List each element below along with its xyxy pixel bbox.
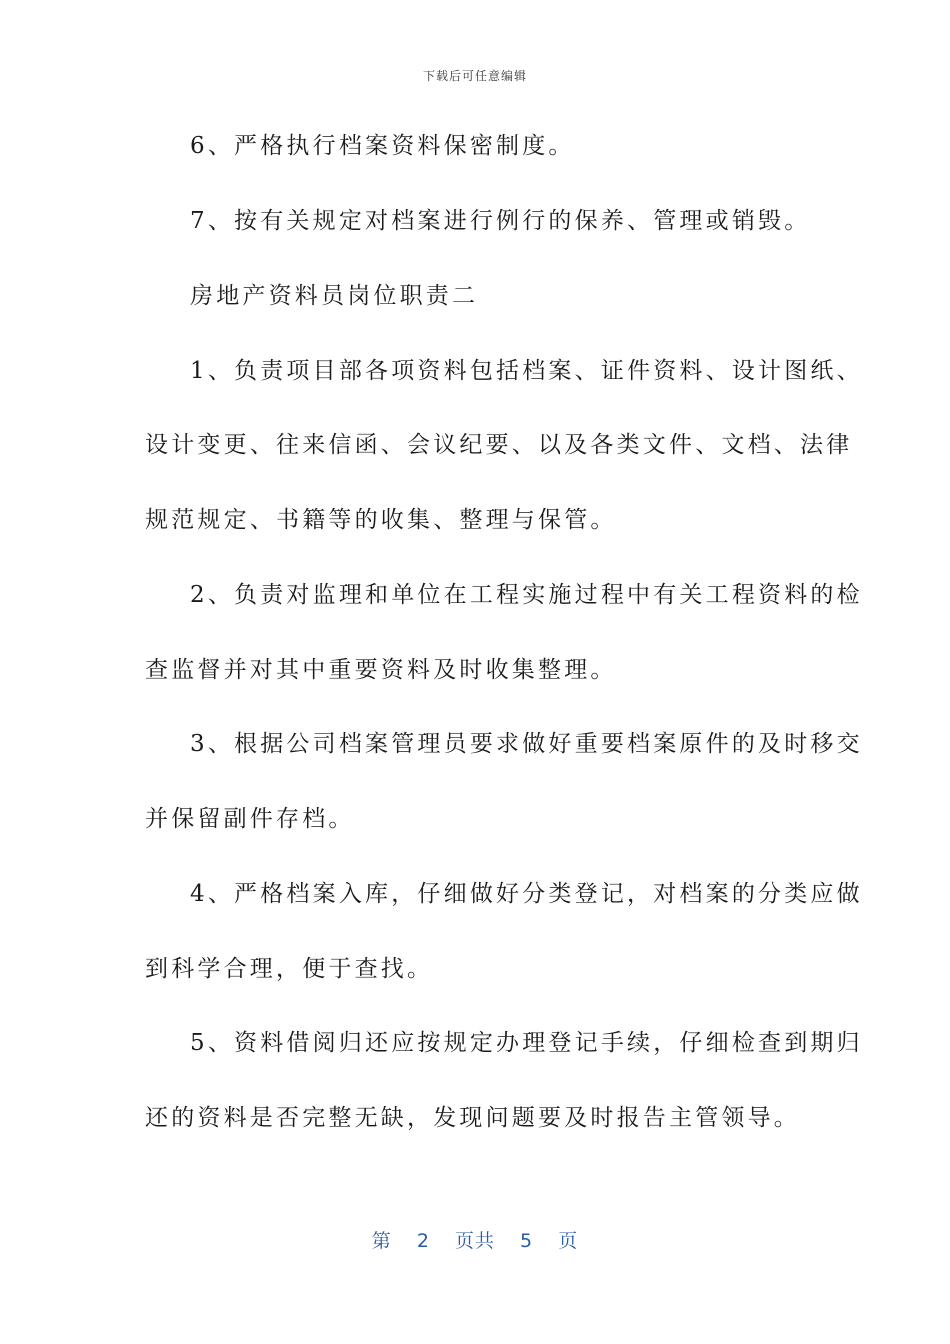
paragraph-line: 查监督并对其中重要资料及时收集整理。 — [145, 657, 617, 683]
paragraph-line: 1、负责项目部各项资料包括档案、证件资料、设计图纸、 — [190, 358, 863, 384]
page-mid: 页共 — [454, 1230, 495, 1252]
page-footer — [0, 1226, 950, 1253]
paragraph-line: 7、按有关规定对档案进行例行的保养、管理或销毁。 — [190, 208, 811, 234]
paragraph-line: 规范规定、书籍等的收集、整理与保管。 — [145, 507, 617, 533]
current-page-number: 2 — [416, 1230, 430, 1252]
paragraph-line: 6、严格执行档案资料保密制度。 — [190, 133, 575, 159]
paragraph-line: 4、严格档案入库，仔细做好分类登记，对档案的分类应做 — [190, 881, 863, 907]
paragraph-line: 3、根据公司档案管理员要求做好重要档案原件的及时移交 — [190, 731, 863, 757]
paragraph-line: 2、负责对监理和单位在工程实施过程中有关工程资料的检 — [190, 582, 863, 608]
page-suffix: 页 — [558, 1230, 579, 1252]
total-pages-number: 5 — [520, 1230, 534, 1252]
paragraph-line: 到科学合理，便于查找。 — [145, 956, 434, 982]
paragraph-line: 还的资料是否完整无缺，发现问题要及时报告主管领导。 — [145, 1105, 800, 1131]
paragraph-line: 设计变更、往来信函、会议纪要、以及各类文件、文档、法律 — [145, 432, 853, 458]
page-prefix: 第 — [371, 1230, 392, 1252]
paragraph-line: 5、资料借阅归还应按规定办理登记手续，仔细检查到期归 — [190, 1030, 863, 1056]
section-heading: 房地产资料员岗位职责二 — [190, 283, 479, 309]
header-note: 下载后可任意编辑 — [422, 69, 527, 83]
paragraph-line: 并保留副件存档。 — [145, 806, 355, 832]
